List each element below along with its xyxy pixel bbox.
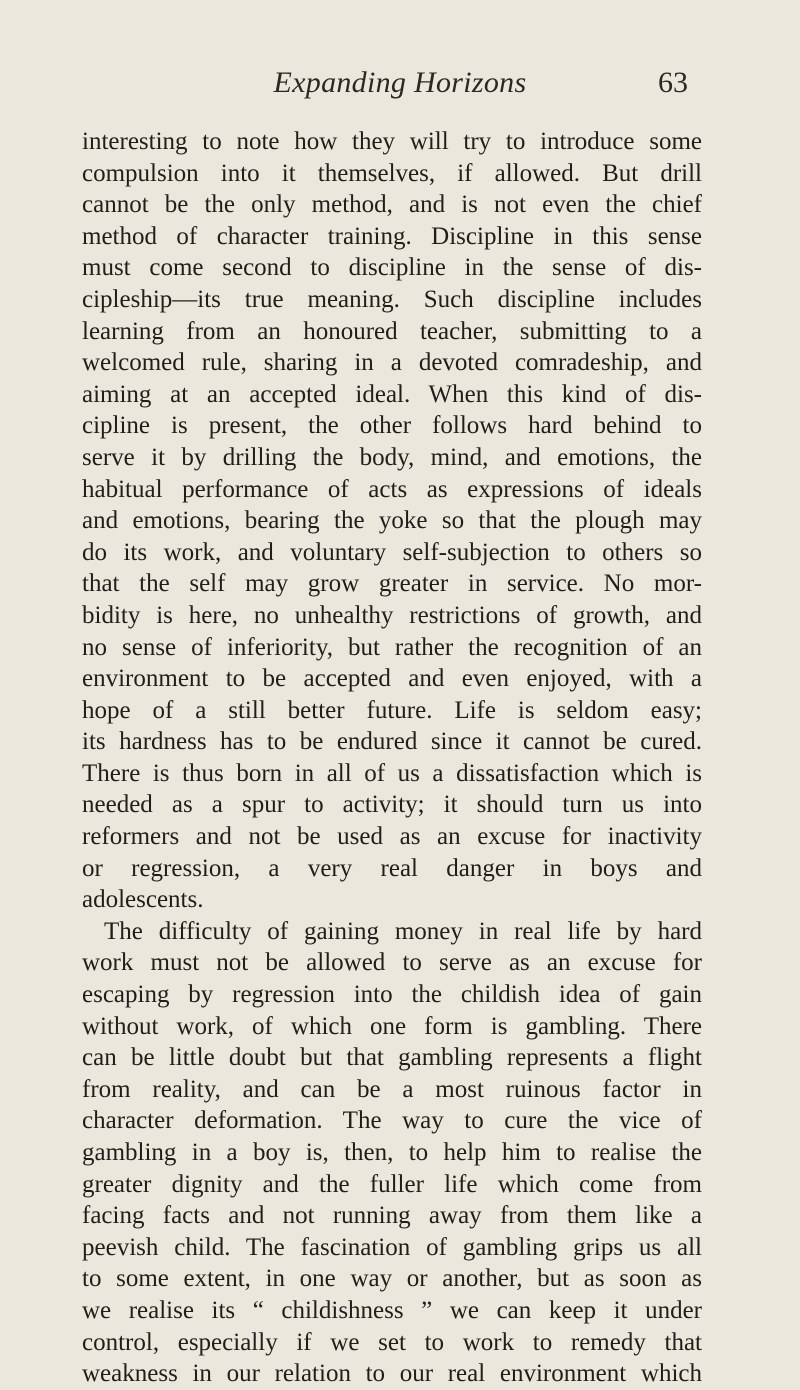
text-line: do its work, and voluntary self-subjection to others so [82, 538, 702, 566]
text-line: we realise its “ childishness ” we can keep it under [82, 1296, 702, 1324]
text-line: gambling in a boy is, then, to help him to realise the [82, 1139, 702, 1166]
text-line: compulsion into it themselves, if allowed. But drill [82, 159, 702, 187]
text-line: control, especially if we set to work to remedy that [82, 1328, 702, 1356]
text-line: method of character training. Discipline in this sense [82, 222, 702, 250]
page-header [0, 66, 800, 110]
text-line: learning from an honoured teacher, submitting to a [82, 317, 702, 345]
body-text [82, 126, 702, 1390]
text-line: welcomed rule, sharing in a devoted comradeship, and [82, 349, 702, 377]
text-line: reformers and not be used as an excuse for inactivity [82, 823, 702, 851]
text-line: its hardness has to be endured since it cannot be cured. [82, 728, 702, 756]
text-line: and emotions, bearing the yoke so that the plough may [82, 507, 702, 535]
text-line: The difficulty of gaining money in real life by hard [104, 917, 702, 945]
text-line: must come second to discipline in the sense of dis- [82, 254, 702, 282]
text-line: without work, of which one form is gambling. There [82, 1012, 702, 1040]
text-line: cipline is present, the other follows hard behind to [82, 412, 702, 440]
text-line: needed as a spur to activity; it should turn us into [82, 791, 702, 819]
page-number: 63 [658, 66, 688, 99]
text-line: cipleship—its true meaning. Such discipline includes [82, 285, 702, 313]
text-line: from reality, and can be a most ruinous factor in [82, 1075, 702, 1103]
text-line: hope of a still better future. Life is seldom easy; [82, 696, 702, 724]
text-line: character deformation. The way to cure the vice of [82, 1107, 702, 1135]
text-line: interesting to note how they will try to introduce some [82, 128, 702, 155]
text-line: habitual performance of acts as expressions of ideals [82, 475, 702, 503]
text-line: peevish child. The fascination of gambling grips us all [82, 1233, 702, 1261]
text-line: or regression, a very real danger in boys and [82, 854, 702, 882]
text-line: to some extent, in one way or another, but as soon as [82, 1265, 702, 1293]
text-line: facing facts and not running away from them like a [82, 1202, 702, 1230]
text-line: that the self may grow greater in service. No mor- [82, 570, 702, 598]
text-line: work must not be allowed to serve as an excuse for [82, 949, 702, 977]
text-line: environment to be accepted and even enjoyed, with a [82, 665, 702, 693]
text-line: serve it by drilling the body, mind, and emotions, the [82, 443, 702, 471]
text-line: adolescents. [82, 886, 204, 914]
text-line: weakness in our relation to our real environment which [82, 1360, 702, 1388]
text-line: can be little doubt but that gambling represents a flight [82, 1044, 702, 1072]
running-title: Expanding Horizons [273, 66, 527, 99]
text-line: bidity is here, no unhealthy restrictions of growth, and [82, 601, 702, 629]
text-line: cannot be the only method, and is not even the chief [82, 191, 702, 219]
text-line: aiming at an accepted ideal. When this kind of dis- [82, 380, 702, 408]
text-line: no sense of inferiority, but rather the recognition of an [82, 633, 702, 661]
text-line: There is thus born in all of us a dissatisfaction which is [82, 759, 702, 787]
text-line: escaping by regression into the childish idea of gain [82, 981, 702, 1009]
text-line: greater dignity and the fuller life which come from [82, 1170, 702, 1198]
